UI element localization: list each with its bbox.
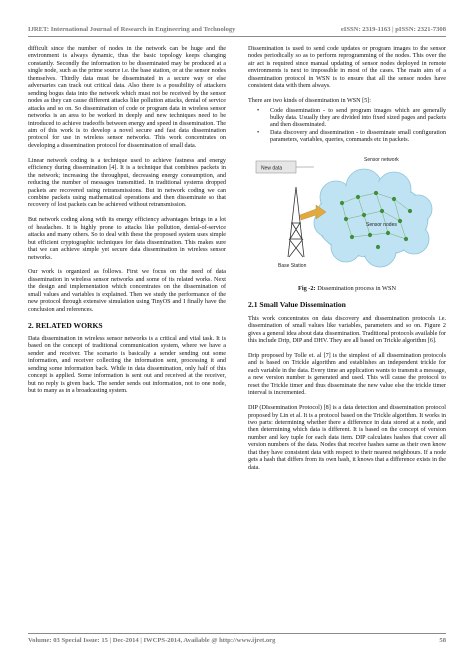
figure-caption bbox=[248, 285, 446, 292]
paragraph: Data dissemination in wireless sensor networks is a critical and vital task. It is based on the concept of traditional communication system, where we have a sender and receiver. The scenario is basically a sender sending out some information, and receiver collecting the information sent, processing it and sending some information back. While in data dissemination, only half of this concept is applied. Some information is sent out and received at the receiver, but no reply is given back. The sender sends out information, not to one node, but to many as in a broadcasting system. bbox=[28, 336, 226, 395]
bullet-icon: • bbox=[257, 129, 260, 136]
section-heading-small-value: 2.1 Small Value Dissemination bbox=[248, 300, 346, 310]
header-divider bbox=[28, 36, 446, 37]
list-item-text: Data discovery and dissemination - to disseminate small configuration parameters, variables, queries, commands etc in packets. bbox=[270, 129, 446, 144]
page-number: 58 bbox=[439, 637, 446, 644]
new-data-label: New data bbox=[261, 165, 283, 172]
sensor-network-label: Sensor network bbox=[364, 156, 399, 163]
paragraph: Drip proposed by Tolle et. al [7] is the simplest of all dissemination protocols and is based on Trickle algorithm and establishes an independent trickle for each variable in the data. Every time an application wants to transmit a message, a new version number is generated and used. This will cause the protocol to reset the Trickle timer and thus disseminate the new value else the trickle timer interval is incremented. bbox=[248, 352, 446, 397]
paragraph: DIP (DIssemination Protocol) [8] is a data detection and dissemination protocol proposed by Lin et al. It is a protocol based on the Trickle algorithm. It works in two parts: determining whether there a difference in data stored at a node, and then determining which data is different. It is based on the concept of version number and key tuple for each data item. DIP calculates hashes that cover all version numbers of the data. Nodes that receive hashes same as their own know that they have consistent data with respect to their nearest neighbours. If a node gets a hash that differs from its own hash, it knows that a difference exists in the data. bbox=[248, 405, 446, 471]
footer-volume-info: Volume: 03 Special Issue: 15 | Dec-2014 | IWCPS-2014, Available @ http://www.ijret.org bbox=[28, 637, 276, 644]
journal-title: IJRET: International Journal of Research in Engineering and Technology bbox=[28, 26, 236, 33]
sensor-nodes-label: Sensor nodes bbox=[366, 221, 397, 228]
bullet-icon: • bbox=[257, 107, 260, 114]
paragraph: difficult since the number of nodes in the network can be huge and the environment is always dynamic, thus the basic topology keeps changing constantly. Secondly the information to be disseminated may be produced at a single node, such as the prime source i.e. the base station, or at the sensor nodes themselves. Thirdly data must be disseminated in a secure way or else adversaries can track out critical data. Also there is a possibility of attackers sending bogus data into the network which must not be received by the sensor nodes as they can cause different attacks like pollution attacks, denial of service attacks and so on. So dissemination of code or program data in wireless sensor networks is an area to be worked in deeply and new techniques need to be introduced to achieve tradeoffs between energy and speed in dissemination. The aim of this work is to develop a novel secure and fast data dissemination protocol for use in wireless sensor networks. This work concentrates on developing a dissemination protocol for dissemination of small data. bbox=[28, 46, 226, 149]
section-heading-related-works: 2. RELATED WORKS bbox=[28, 320, 103, 330]
paragraph: Our work is organized as follows. First we focus on the need of data dissemination in wireless sensor networks and some of its related works. Next the design and implementation which concentrates on the dissemination of small values and variables is explained. Then we study the performance of the new protocol through extensive simulation using TinyOS and I finally have the conclusion and references. bbox=[28, 269, 226, 313]
issn-text: eISSN: 2319-1163 | pISSN: 2321-7308 bbox=[340, 26, 446, 33]
paragraph: Linear network coding is a technique used to achieve fastness and energy efficiency during dissemination [4]. It is a technique that combines packets in the network; increasing the throughput, decreasing energy consumption, and reducing the number of messages transmitted. In traditional systems dropped packets are recovered using retransmissions. But in network coding we can combine packets using mathematical operations and then disseminate so that recovery of lost packets can be achieved without retransmission. bbox=[28, 157, 226, 209]
paragraph: There are two kinds of dissemination in WSN [5]: bbox=[248, 98, 372, 105]
paragraph: Dissemination is used to send code updates or program images to the sensor nodes periodically so as to perform reprogramming of the nodes. This over the air act is required since manual updating of sensor nodes deployed in remote environments is next to impossible in most of the cases. The main aim of a dissemination protocol in WSN is to ensure that all the sensor nodes have consistent data with them always. bbox=[248, 46, 446, 90]
footer-divider bbox=[28, 633, 446, 634]
paragraph: But network coding along with its energy efficiency advantages brings in a lot of headaches. It is highly prone to attacks like pollution, denial-of-service attacks and many others. So to deal with these the proposed system uses simple but efficient cryptographic techniques for data dissemination. This makes sure that we can achieve simple yet secure data dissemination in wireless sensor networks. bbox=[28, 217, 226, 261]
list-item-text: Code dissemination - to send program images which are generally bulky data. Usually they are divided into fixed sized pages and packets and then disseminated. bbox=[270, 107, 446, 129]
right-column bbox=[248, 46, 446, 480]
dissemination-figure bbox=[254, 153, 440, 281]
figure-caption-text: Dissemination process in WSN bbox=[315, 284, 396, 292]
list-item bbox=[248, 130, 446, 145]
base-station-label: Base Station bbox=[278, 262, 307, 269]
paragraph: This work concentrates on data discovery and dissemination protocols i.e. dissemination of small values like variables, parameters and so on. Figure 2 gives a general idea about data dissemination. Traditional protocols available for this include Drip, DIP and DHV. They are all based on Trickle algorithm [6]. bbox=[248, 315, 446, 345]
figure-caption-label: Fig -2: bbox=[297, 284, 316, 292]
left-column bbox=[28, 46, 226, 403]
dissemination-kinds-list bbox=[248, 108, 446, 145]
list-item bbox=[248, 108, 446, 130]
